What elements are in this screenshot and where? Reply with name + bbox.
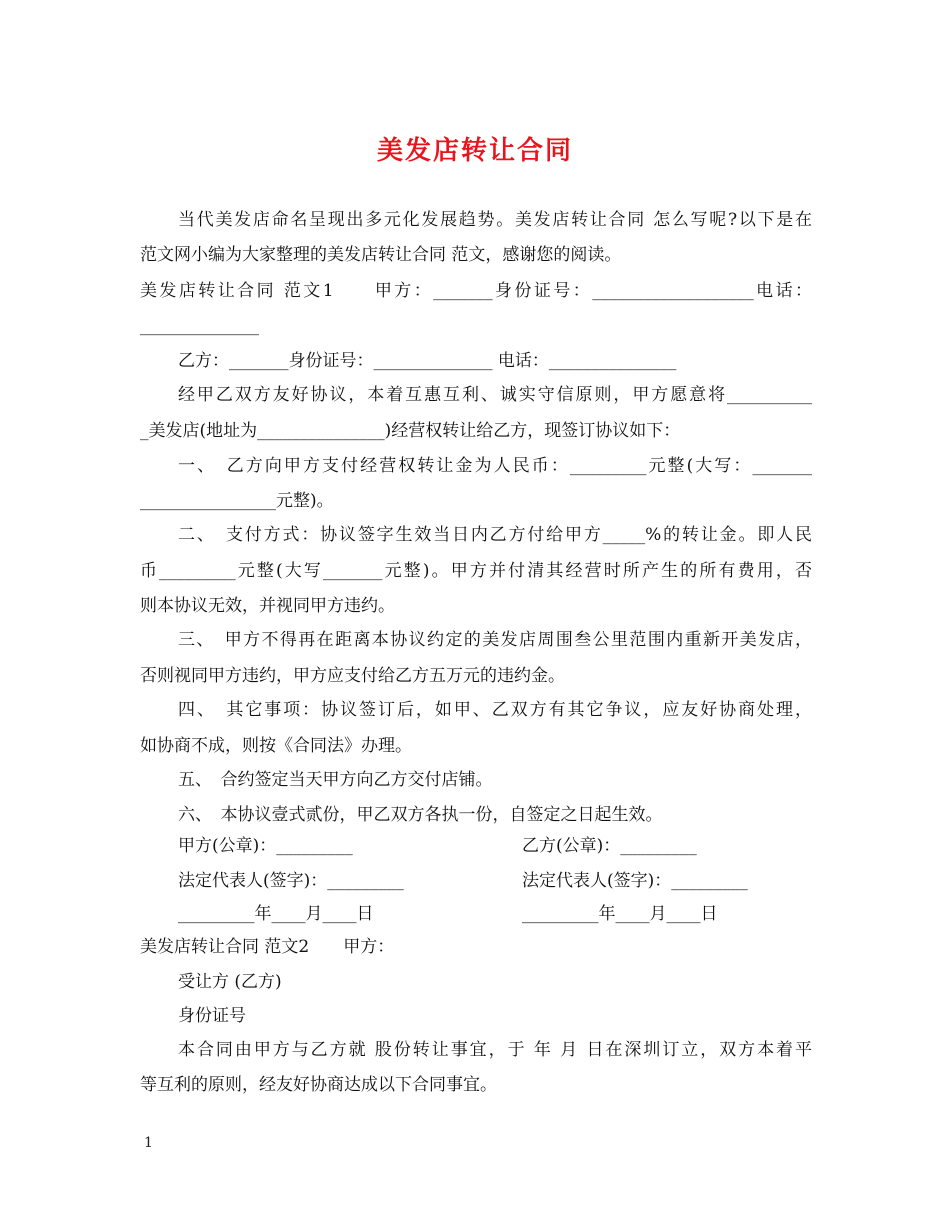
clause-2-line-3: 则本协议无效，并视同甲方违约。 (140, 596, 395, 616)
clause-4-line-2: 如协商不成，则按《合同法》办理。 (140, 736, 412, 756)
agreement-line-2: _美发店(地址为_______________)经营权转让给乙方，现签订协议如下： (140, 421, 681, 441)
clause-4-line-1: 四、 其它事项：协议签订后，如甲、乙双方有其它争议，应友好协商处理， (178, 700, 812, 720)
phone-blank-line: ______________ (140, 316, 259, 336)
sample2-body-line-1: 本合同由甲方与乙方就 股份转让事宜，于 年 月 日在深圳订立，双方本着平 (178, 1040, 812, 1060)
party-b-seal-label: 乙方(公章)：_________ (522, 836, 697, 856)
document-title: 美发店转让合同 (376, 136, 573, 166)
clause-1-line-1: 一、 乙方向甲方支付经营权转让金为人民币：_________元整(大写：_______ (178, 456, 812, 476)
party-b-rep-label: 法定代表人(签字)：_________ (522, 871, 748, 891)
clause-2-line-1: 二、 支付方式：协议签字生效当日内乙方付给甲方_____%的转让金。即人民 (178, 525, 812, 545)
sample2-body-line-2: 等互利的原则，经友好协商达成以下合同事宜。 (140, 1075, 497, 1095)
clause-5-line: 五、 合约签定当天甲方向乙方交付店铺。 (178, 770, 493, 790)
sample1-header-line: 美发店转让合同 范文1 甲方：_______身份证号：___________________电话： (140, 281, 812, 301)
page-number: 1 (144, 1135, 153, 1151)
party-a-date-line: _________年____月____日 (178, 904, 374, 924)
clause-2-line-2: 币_________元整(大写_______元整)。甲方并付清其经营时所产生的所有费用，否 (140, 561, 812, 581)
id-number-line: 身份证号 (178, 1006, 246, 1026)
transferee-line: 受让方 (乙方) (178, 972, 282, 992)
clause-3-line-1: 三、 甲方不得再在距离本协议约定的美发店周围叁公里范围内重新开美发店， (178, 630, 812, 650)
clause-3-line-2: 否则视同甲方违约，甲方应支付给乙方五万元的违约金。 (140, 666, 565, 686)
intro-line-1: 当代美发店命名呈现出多元化发展趋势。美发店转让合同 怎么写呢?以下是在 (178, 210, 812, 230)
sample2-header-line: 美发店转让合同 范文2 甲方： (140, 937, 395, 957)
party-b-line: 乙方：_______身份证号：______________ 电话：_______________ (178, 351, 677, 371)
intro-line-2: 范文网小编为大家整理的美发店转让合同 范文，感谢您的阅读。 (140, 245, 622, 265)
party-b-date-line: _________年____月____日 (522, 904, 718, 924)
agreement-line-1: 经甲乙双方友好协议，本着互惠互利、诚实守信原则，甲方愿意将__________ (178, 385, 812, 405)
clause-1-line-2: ________________元整)。 (140, 491, 334, 511)
party-a-rep-label: 法定代表人(签字)：_________ (178, 871, 404, 891)
party-a-seal-label: 甲方(公章)：_________ (178, 836, 353, 856)
clause-6-line: 六、 本协议壹式贰份，甲乙双方各执一份，自签定之日起生效。 (178, 805, 663, 825)
